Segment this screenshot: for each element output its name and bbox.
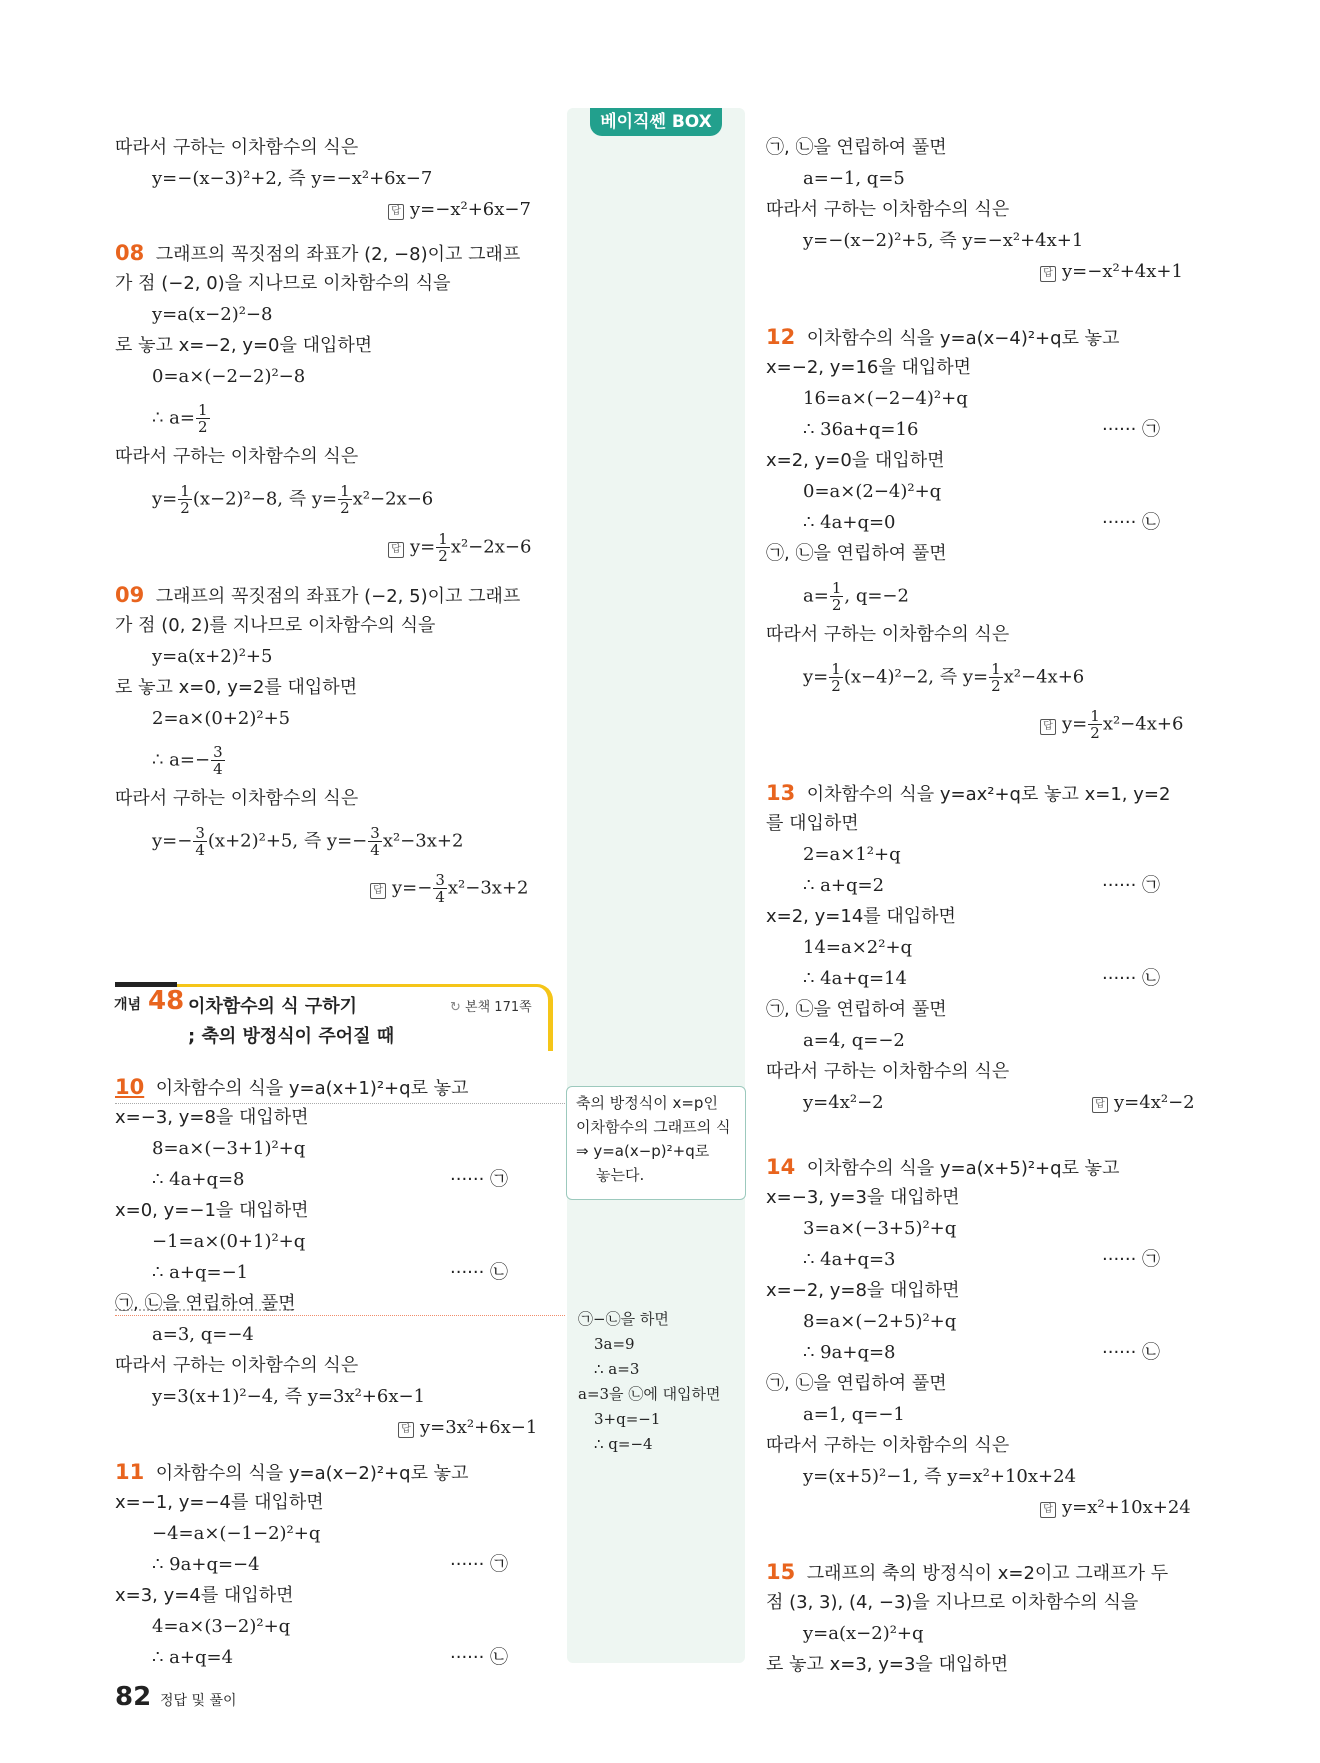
equation-line: 4=a×(3−2)²+q (152, 1616, 291, 1637)
answer-line: 답 y=4x²−2 (1092, 1091, 1195, 1115)
concept-divider-accent (177, 984, 537, 987)
text-line: 따라서 구하는 이차함수의 식은 (766, 1061, 1010, 1082)
sidebar-calc-line: 3+q=−1 (594, 1410, 661, 1428)
sidebar-note-line: 이차함수의 그래프의 식 (576, 1118, 731, 1136)
text-line: ㉠, ㉡을 연립하여 풀면 (766, 543, 947, 564)
label-b: ······ ㉡ (450, 1647, 509, 1668)
text-line: 로 놓고 x=−2, y=0을 대입하면 (115, 335, 373, 356)
equation-line: y=(x+5)²−1, 즉 y=x²+10x+24 (803, 1466, 1077, 1487)
answer-icon: 답 (388, 204, 404, 220)
equation-line: ∴ a+q=2 (803, 875, 885, 896)
label-a: ······ ㉠ (450, 1554, 509, 1575)
refresh-icon: ↻ (450, 1000, 461, 1015)
sidebar-note-line: 놓는다. (596, 1166, 645, 1184)
equation-line: ∴ a+q=−1 (152, 1262, 249, 1283)
equation-line: ∴ 4a+q=14 (803, 968, 907, 989)
equation-line: ∴ 9a+q=−4 (152, 1554, 260, 1575)
answer-line: 답 y= $\frac{1}{2}$ x²−2x−6 (388, 531, 531, 564)
equation-line: 2=a×(0+2)²+5 (152, 708, 291, 729)
equation-line: ∴ a+q=4 (152, 1647, 234, 1668)
equation-line: a= $\frac{1}{2}$ , q=−2 (803, 579, 909, 614)
equation-line: 8=a×(−3+1)²+q (152, 1138, 306, 1159)
equation-line: y=a(x−2)²+q (803, 1623, 924, 1644)
text-line: x=3, y=4를 대입하면 (115, 1585, 294, 1606)
answer-line: 답 y= $\frac{1}{2}$ x²−4x+6 (1040, 708, 1183, 741)
equation-line: ∴ a= $\frac{1}{2}$ (152, 401, 208, 436)
concept-divider-corner (537, 984, 553, 1051)
answer-line: 답 y=−x²+6x−7 (388, 198, 531, 222)
equation-line: 0=a×(2−4)²+q (803, 481, 942, 502)
problem-13: 13 이차함수의 식을 y=ax²+q로 놓고 x=1, y=2 (766, 781, 1171, 805)
equation-line: ∴ 4a+q=3 (803, 1249, 896, 1270)
basic-box-title: 베이직쎈 BOX (590, 108, 722, 136)
answer-line: 답 y=− $\frac{3}{4}$ x²−3x+2 (370, 872, 528, 905)
text-line: 로 놓고 x=0, y=2를 대입하면 (115, 677, 358, 698)
text-line: 로 놓고 x=3, y=3을 대입하면 (766, 1654, 1009, 1675)
text-line: 따라서 구하는 이차함수의 식은 (115, 137, 359, 158)
label-a: ······ ㉠ (450, 1169, 509, 1190)
text-line: 가 점 (−2, 0)을 지나므로 이차함수의 식을 (115, 273, 451, 294)
equation-line: ∴ 36a+q=16 (803, 419, 919, 440)
text-line: ㉠, ㉡을 연립하여 풀면 (766, 1373, 947, 1394)
equation-line: a=4, q=−2 (803, 1030, 905, 1051)
equation-line: ∴ 4a+q=8 (152, 1169, 245, 1190)
equation-line: −4=a×(−1−2)²+q (152, 1523, 321, 1544)
sidebar-calc-line: ∴ q=−4 (594, 1435, 653, 1453)
sidebar-calc-line: ∴ a=3 (594, 1360, 640, 1378)
text-line: 따라서 구하는 이차함수의 식은 (766, 199, 1010, 220)
label-b: ······ ㉡ (1102, 1342, 1161, 1363)
equation-line: y=4x²−2 (803, 1092, 884, 1113)
problem-11: 11 이차함수의 식을 y=a(x−2)²+q로 놓고 (115, 1460, 469, 1484)
answer-line: 답 y=−x²+4x+1 (1040, 260, 1183, 284)
text-line: ㉠, ㉡을 연립하여 풀면 (115, 1293, 296, 1314)
text-line: x=2, y=0을 대입하면 (766, 450, 945, 471)
concept-title: 이차함수의 식 구하기 (188, 996, 358, 1017)
dotted-connector (115, 1315, 565, 1316)
sidebar-calc-line: 3a=9 (594, 1335, 635, 1353)
label-b: ······ ㉡ (1102, 512, 1161, 533)
answer-line: 답 y=x²+10x+24 (1040, 1496, 1191, 1520)
equation-line: ∴ 9a+q=8 (803, 1342, 896, 1363)
concept-number: 48 (148, 986, 185, 1016)
concept-label: 개념 (114, 997, 142, 1013)
problem-09: 09 그래프의 꼭짓점의 좌표가 (−2, 5)이고 그래프 (115, 583, 521, 607)
page-number: 82 (115, 1682, 152, 1712)
equation-line: y=3(x+1)²−4, 즉 y=3x²+6x−1 (152, 1386, 426, 1407)
text-line: x=−2, y=16을 대입하면 (766, 357, 972, 378)
sidebar-note-line: 축의 방정식이 x=p인 (576, 1094, 718, 1112)
equation-line: y=−(x−3)²+2, 즉 y=−x²+6x−7 (152, 168, 433, 189)
equation-line: 14=a×2²+q (803, 937, 913, 958)
problem-08: 08 그래프의 꼭짓점의 좌표가 (2, −8)이고 그래프 (115, 241, 521, 265)
concept-subtitle: ; 축의 방정식이 주어질 때 (188, 1026, 395, 1047)
equation-line: 0=a×(−2−2)²−8 (152, 366, 306, 387)
label-a: ······ ㉠ (1102, 419, 1161, 440)
text-line: 점 (3, 3), (4, −3)을 지나므로 이차함수의 식을 (766, 1592, 1139, 1613)
equation-line: 3=a×(−3+5)²+q (803, 1218, 957, 1239)
equation-line: −1=a×(0+1)²+q (152, 1231, 306, 1252)
equation-line: y=a(x+2)²+5 (152, 646, 273, 667)
problem-15: 15 그래프의 축의 방정식이 x=2이고 그래프가 두 (766, 1560, 1169, 1584)
equation-line: 8=a×(−2+5)²+q (803, 1311, 957, 1332)
problem-14: 14 이차함수의 식을 y=a(x+5)²+q로 놓고 (766, 1155, 1120, 1179)
equation-line: a=1, q=−1 (803, 1404, 905, 1425)
answer-line: 답 y=3x²+6x−1 (398, 1416, 537, 1440)
text-line: 따라서 구하는 이차함수의 식은 (115, 1355, 359, 1376)
text-line: x=−3, y=8을 대입하면 (115, 1107, 309, 1128)
footer-label: 정답 및 풀이 (160, 1693, 237, 1709)
text-line: 따라서 구하는 이차함수의 식은 (115, 446, 359, 467)
text-line: 가 점 (0, 2)를 지나므로 이차함수의 식을 (115, 615, 436, 636)
dotted-connector (115, 1103, 565, 1104)
equation-line: y=−(x−2)²+5, 즉 y=−x²+4x+1 (803, 230, 1084, 251)
equation-line: ∴ a=− $\frac{3}{4}$ (152, 743, 223, 778)
equation-line: a=3, q=−4 (152, 1324, 254, 1345)
text-line: ㉠, ㉡을 연립하여 풀면 (766, 137, 947, 158)
textbook-reference[interactable]: ↻ 본책 171쪽 (450, 1000, 532, 1015)
label-b: ······ ㉡ (450, 1262, 509, 1283)
label-a: ······ ㉠ (1102, 875, 1161, 896)
text-line: x=2, y=14를 대입하면 (766, 906, 956, 927)
sidebar-calc-line: a=3을 ㉡에 대입하면 (578, 1385, 721, 1403)
equation-line: y=− $\frac{3}{4}$ (x+2)²+5, 즉 y=− $\frac{3}{4}$ x²−3x+2 (152, 824, 464, 859)
problem-10: 10 이차함수의 식을 y=a(x+1)²+q로 놓고 (115, 1075, 469, 1099)
label-a: ······ ㉠ (1102, 1249, 1161, 1270)
problem-12: 12 이차함수의 식을 y=a(x−4)²+q로 놓고 (766, 325, 1120, 349)
text-line: 따라서 구하는 이차함수의 식은 (766, 1435, 1010, 1456)
label-b: ······ ㉡ (1102, 968, 1161, 989)
text-line: x=−2, y=8을 대입하면 (766, 1280, 960, 1301)
sidebar-calc-line: ㉠−㉡을 하면 (578, 1310, 669, 1328)
equation-line: a=−1, q=5 (803, 168, 905, 189)
text-line: 를 대입하면 (766, 813, 859, 834)
text-line: x=−1, y=−4를 대입하면 (115, 1492, 324, 1513)
equation-line: 16=a×(−2−4)²+q (803, 388, 968, 409)
equation-line: 2=a×1²+q (803, 844, 901, 865)
equation-line: y= $\frac{1}{2}$ (x−4)²−2, 즉 y= $\frac{1}{2}$ x²−4x+6 (803, 660, 1085, 695)
text-line: x=−3, y=3을 대입하면 (766, 1187, 960, 1208)
text-line: 따라서 구하는 이차함수의 식은 (115, 788, 359, 809)
text-line: x=0, y=−1을 대입하면 (115, 1200, 309, 1221)
equation-line: y=a(x−2)²−8 (152, 304, 273, 325)
equation-line: y= $\frac{1}{2}$ (x−2)²−8, 즉 y= $\frac{1}{2}$ x²−2x−6 (152, 482, 434, 517)
text-line: ㉠, ㉡을 연립하여 풀면 (766, 999, 947, 1020)
equation-line: ∴ 4a+q=0 (803, 512, 896, 533)
text-line: 따라서 구하는 이차함수의 식은 (766, 624, 1010, 645)
sidebar-note-line: ⇒ y=a(x−p)²+q로 (576, 1142, 710, 1160)
